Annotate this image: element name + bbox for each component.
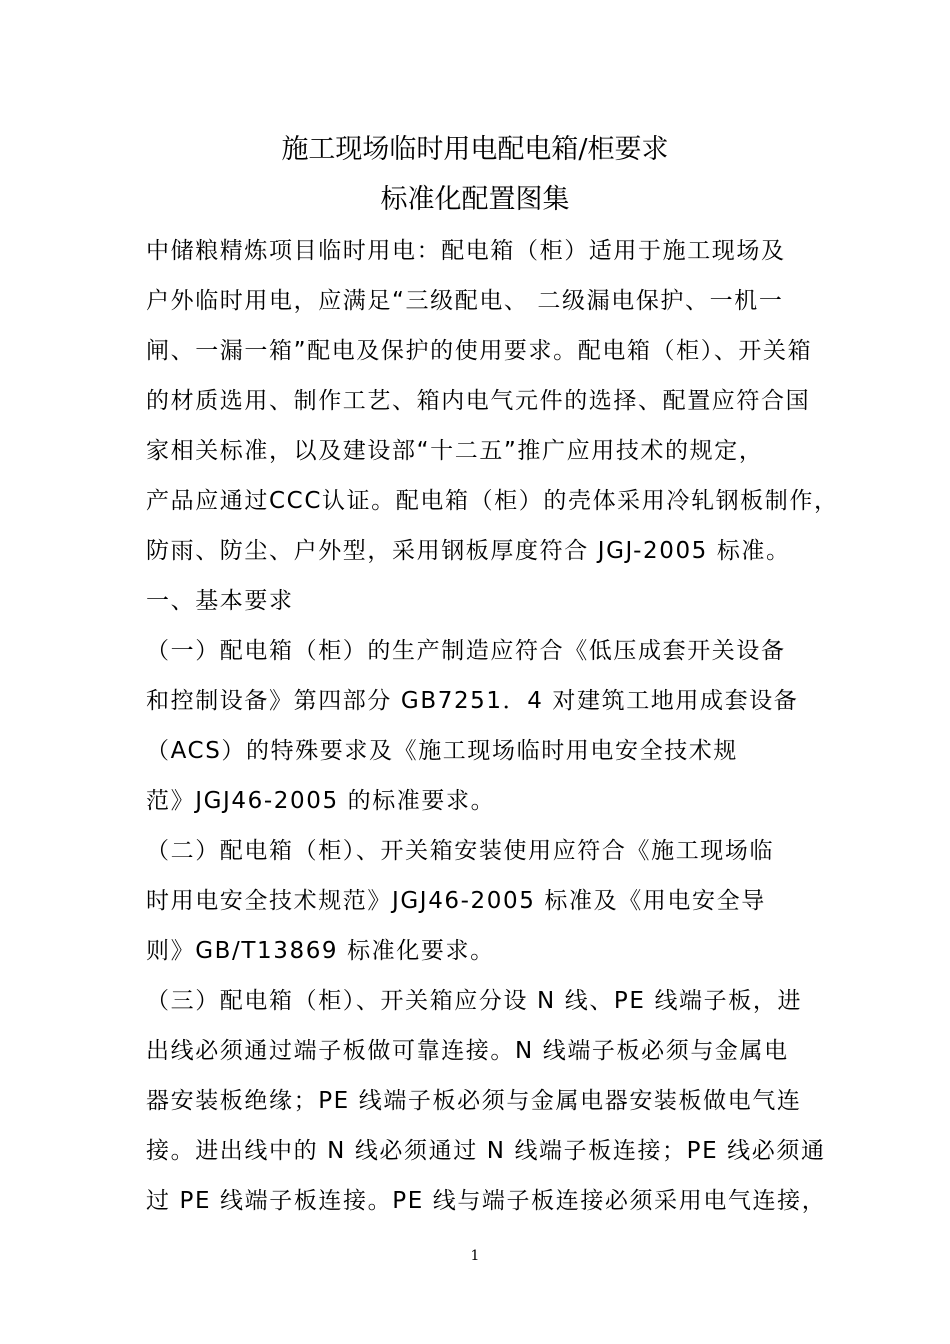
text-line: 防雨、防尘、户外型，采用钢板厚度符合 JGJ-2005 标准。 xyxy=(146,538,791,564)
text-line: 则》GB/T13869 标准化要求。 xyxy=(146,938,495,964)
text-line: 的材质选用、制作工艺、箱内电气元件的选择、配置应符合国 xyxy=(146,388,811,414)
text-line: 出线必须通过端子板做可靠连接。N 线端子板必须与金属电 xyxy=(146,1038,789,1064)
text-line: 接。进出线中的 N 线必须通过 N 线端子板连接；PE 线必须通 xyxy=(146,1138,826,1164)
document-title-line-1: 施工现场临时用电配电箱/柜要求 xyxy=(281,134,669,165)
text-line: （一）配电箱（柜）的生产制造应符合《低压成套开关设备 xyxy=(146,638,786,664)
text-line: 过 PE 线端子板连接。PE 线与端子板连接必须采用电气连接， xyxy=(146,1188,827,1214)
page-number: 1 xyxy=(470,1248,480,1264)
text-line: （二）配电箱（柜）、开关箱安装使用应符合《施工现场临 xyxy=(146,838,775,864)
text-line: （ACS）的特殊要求及《施工现场临时用电安全技术规 xyxy=(146,738,738,764)
section-heading: 一、基本要求 xyxy=(146,588,294,614)
text-line: 家相关标准，以及建设部“十二五”推广应用技术的规定， xyxy=(146,438,764,464)
text-line: 和控制设备》第四部分 GB7251．4 对建筑工地用成套设备 xyxy=(146,688,799,714)
text-line: 器安装板绝缘；PE 线端子板必须与金属电器安装板做电气连 xyxy=(146,1088,802,1114)
document-body xyxy=(146,226,839,1226)
text-line: 产品应通过CCC认证。配电箱（柜）的壳体采用冷轧钢板制作， xyxy=(146,488,839,514)
text-line: 闸、一漏一箱”配电及保护的使用要求。配电箱（柜）、开关箱 xyxy=(146,338,813,364)
text-line: （三）配电箱（柜）、开关箱应分设 N 线、PE 线端子板，进 xyxy=(146,988,803,1014)
document-title-line-2: 标准化配置图集 xyxy=(380,184,570,215)
text-line: 时用电安全技术规范》JGJ46-2005 标准及《用电安全导 xyxy=(146,888,766,914)
text-line: 中储粮精炼项目临时用电：配电箱（柜）适用于施工现场及 xyxy=(146,238,786,264)
text-line: 户外临时用电，应满足“三级配电、 二级漏电保护、一机一 xyxy=(146,288,784,314)
text-line: 范》JGJ46-2005 的标准要求。 xyxy=(146,788,496,814)
